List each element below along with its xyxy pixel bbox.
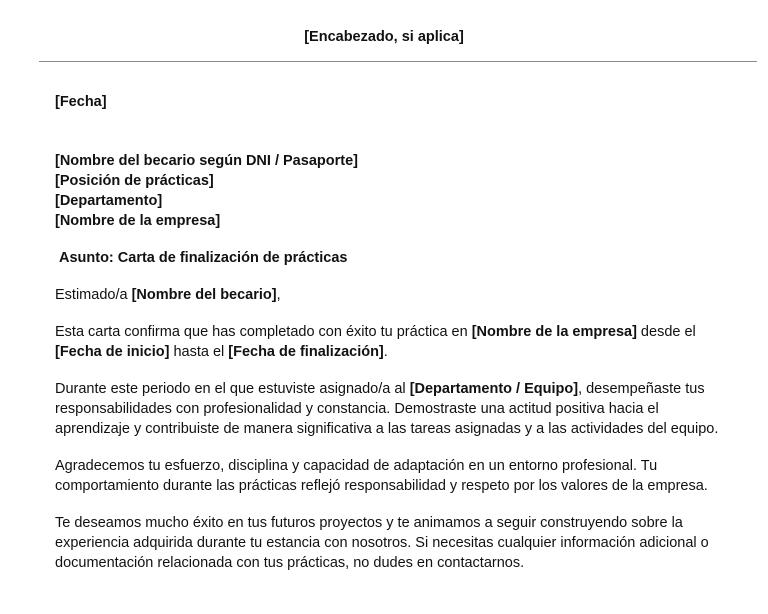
recipient-department: [Departamento] [55,193,163,209]
salutation-suffix: , [276,287,281,303]
paragraph-completion [55,322,725,362]
salutation-prefix: Estimado/a [55,287,132,303]
p1-text-1: Esta carta confirma que has completado con éxito tu práctica en [55,324,472,340]
p1-start-date: [Fecha de inicio] [55,344,170,360]
p1-text-4: . [383,344,388,360]
recipient-block [55,151,725,231]
letter-date: [Fecha] [55,94,107,110]
paragraph-wishes: Te deseamos mucho éxito en tus futuros proyectos y te animamos a seguir construyendo sobre la experiencia adquirida durante tu estancia con nosotros. Si necesitas cualquier información adicional o documentación relacionada con tus prácticas, no dudes en contactarnos. [55,515,709,571]
paragraph-gratitude: Agradecemos tu esfuerzo, disciplina y capacidad de adaptación en un entorno profesional. Tu comportamiento durante las prácticas reflejó responsabilidad y respeto por los valores de la empresa. [55,458,708,494]
recipient-position: [Posición de prácticas] [55,173,214,189]
p1-end-date: [Fecha de finalización] [228,344,384,360]
p1-company: [Nombre de la empresa] [471,324,637,340]
header-divider [39,61,757,62]
p1-text-3: hasta el [169,344,229,360]
salutation [55,285,725,305]
salutation-name: [Nombre del becario] [131,287,277,303]
p2-department: [Departamento / Equipo] [409,381,579,397]
p1-text-2: desde el [636,324,696,340]
recipient-company: [Nombre de la empresa] [55,213,221,229]
p2-text-1: Durante este periodo en el que estuviste asignado/a al [55,381,410,397]
p2-text-2: , desempeñaste tus responsabilidades con profesionalidad y constancia. Demostraste una actitud positiva hacia el aprendizaje y contribuiste de manera significativa a las tareas asignadas y a las actividades del equipo. [55,381,719,437]
document-header: [Encabezado, si aplica] [304,29,464,45]
letter-subject: Asunto: Carta de finalización de prácticas [59,250,348,266]
recipient-name: [Nombre del becario según DNI / Pasaporte] [55,153,358,169]
letter-body [55,92,725,573]
paragraph-assignment [55,379,725,439]
